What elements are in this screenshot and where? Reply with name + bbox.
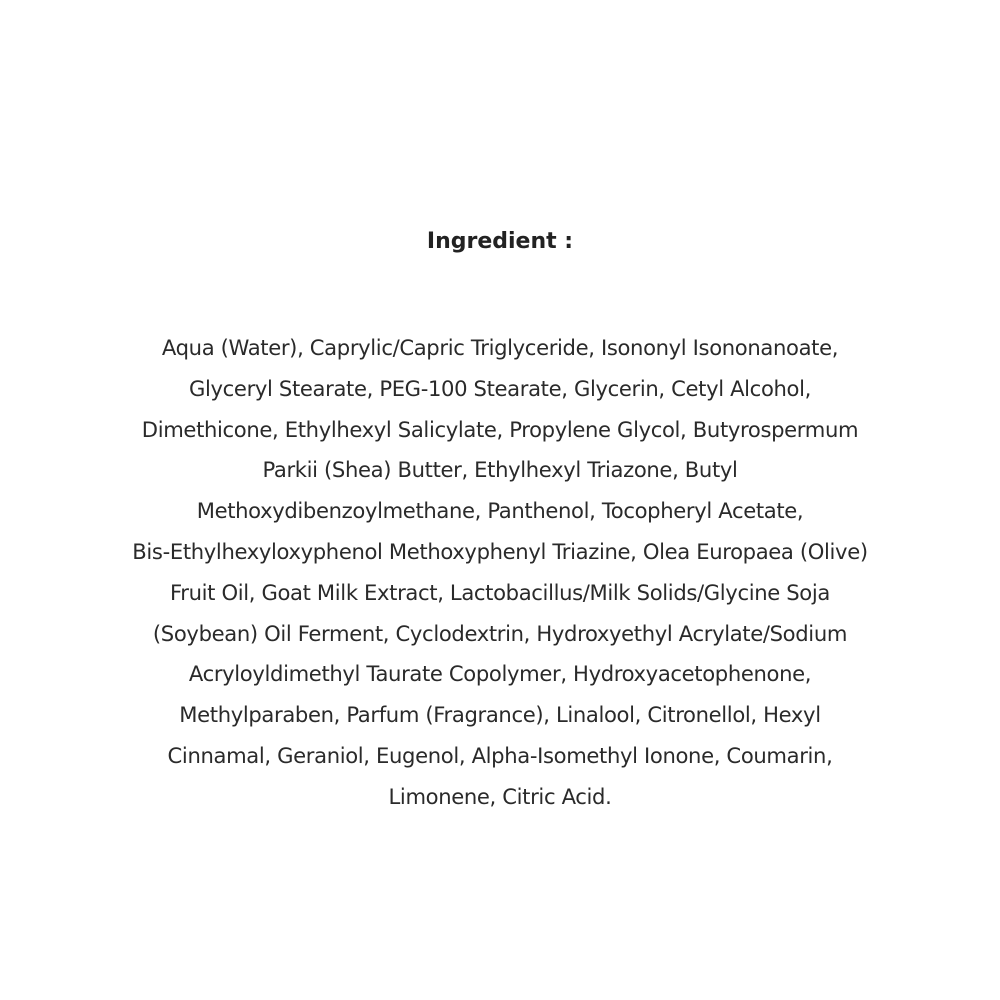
ingredient-line: Methoxydibenzoylmethane, Panthenol, Tocopheryl Acetate, — [196, 498, 804, 524]
ingredient-line: Glyceryl Stearate, PEG-100 Stearate, Glycerin, Cetyl Alcohol, — [189, 375, 811, 401]
ingredient-line: Aqua (Water), Caprylic/Capric Triglyceride, Isononyl Isononanoate, — [161, 335, 839, 360]
ingredient-line: Fruit Oil, Goat Milk Extract, Lactobacillus/Milk Solids/Glycine Soja — [170, 579, 830, 605]
ingredient-line: Limonene, Citric Acid. — [388, 783, 612, 809]
ingredient-list — [0, 328, 1000, 818]
ingredient-heading: Ingredient : — [426, 229, 574, 254]
ingredient-line: (Soybean) Oil Ferment, Cyclodextrin, Hydroxyethyl Acrylate/Sodium — [152, 620, 848, 646]
ingredient-line: Bis-Ethylhexyloxyphenol Methoxyphenyl Triazine, Olea Europaea (Olive) — [132, 538, 868, 564]
ingredient-line: Methylparaben, Parfum (Fragrance), Linalool, Citronellol, Hexyl — [179, 702, 821, 728]
ingredient-line: Parkii (Shea) Butter, Ethylhexyl Triazone, Butyl — [262, 457, 738, 483]
ingredient-line: Dimethicone, Ethylhexyl Salicylate, Propylene Glycol, Butyrospermum — [141, 416, 859, 442]
ingredient-line: Acryloyldimethyl Taurate Copolymer, Hydroxyacetophenone, — [188, 661, 812, 687]
ingredient-line: Cinnamal, Geraniol, Eugenol, Alpha-Isomethyl Ionone, Coumarin, — [167, 742, 833, 768]
